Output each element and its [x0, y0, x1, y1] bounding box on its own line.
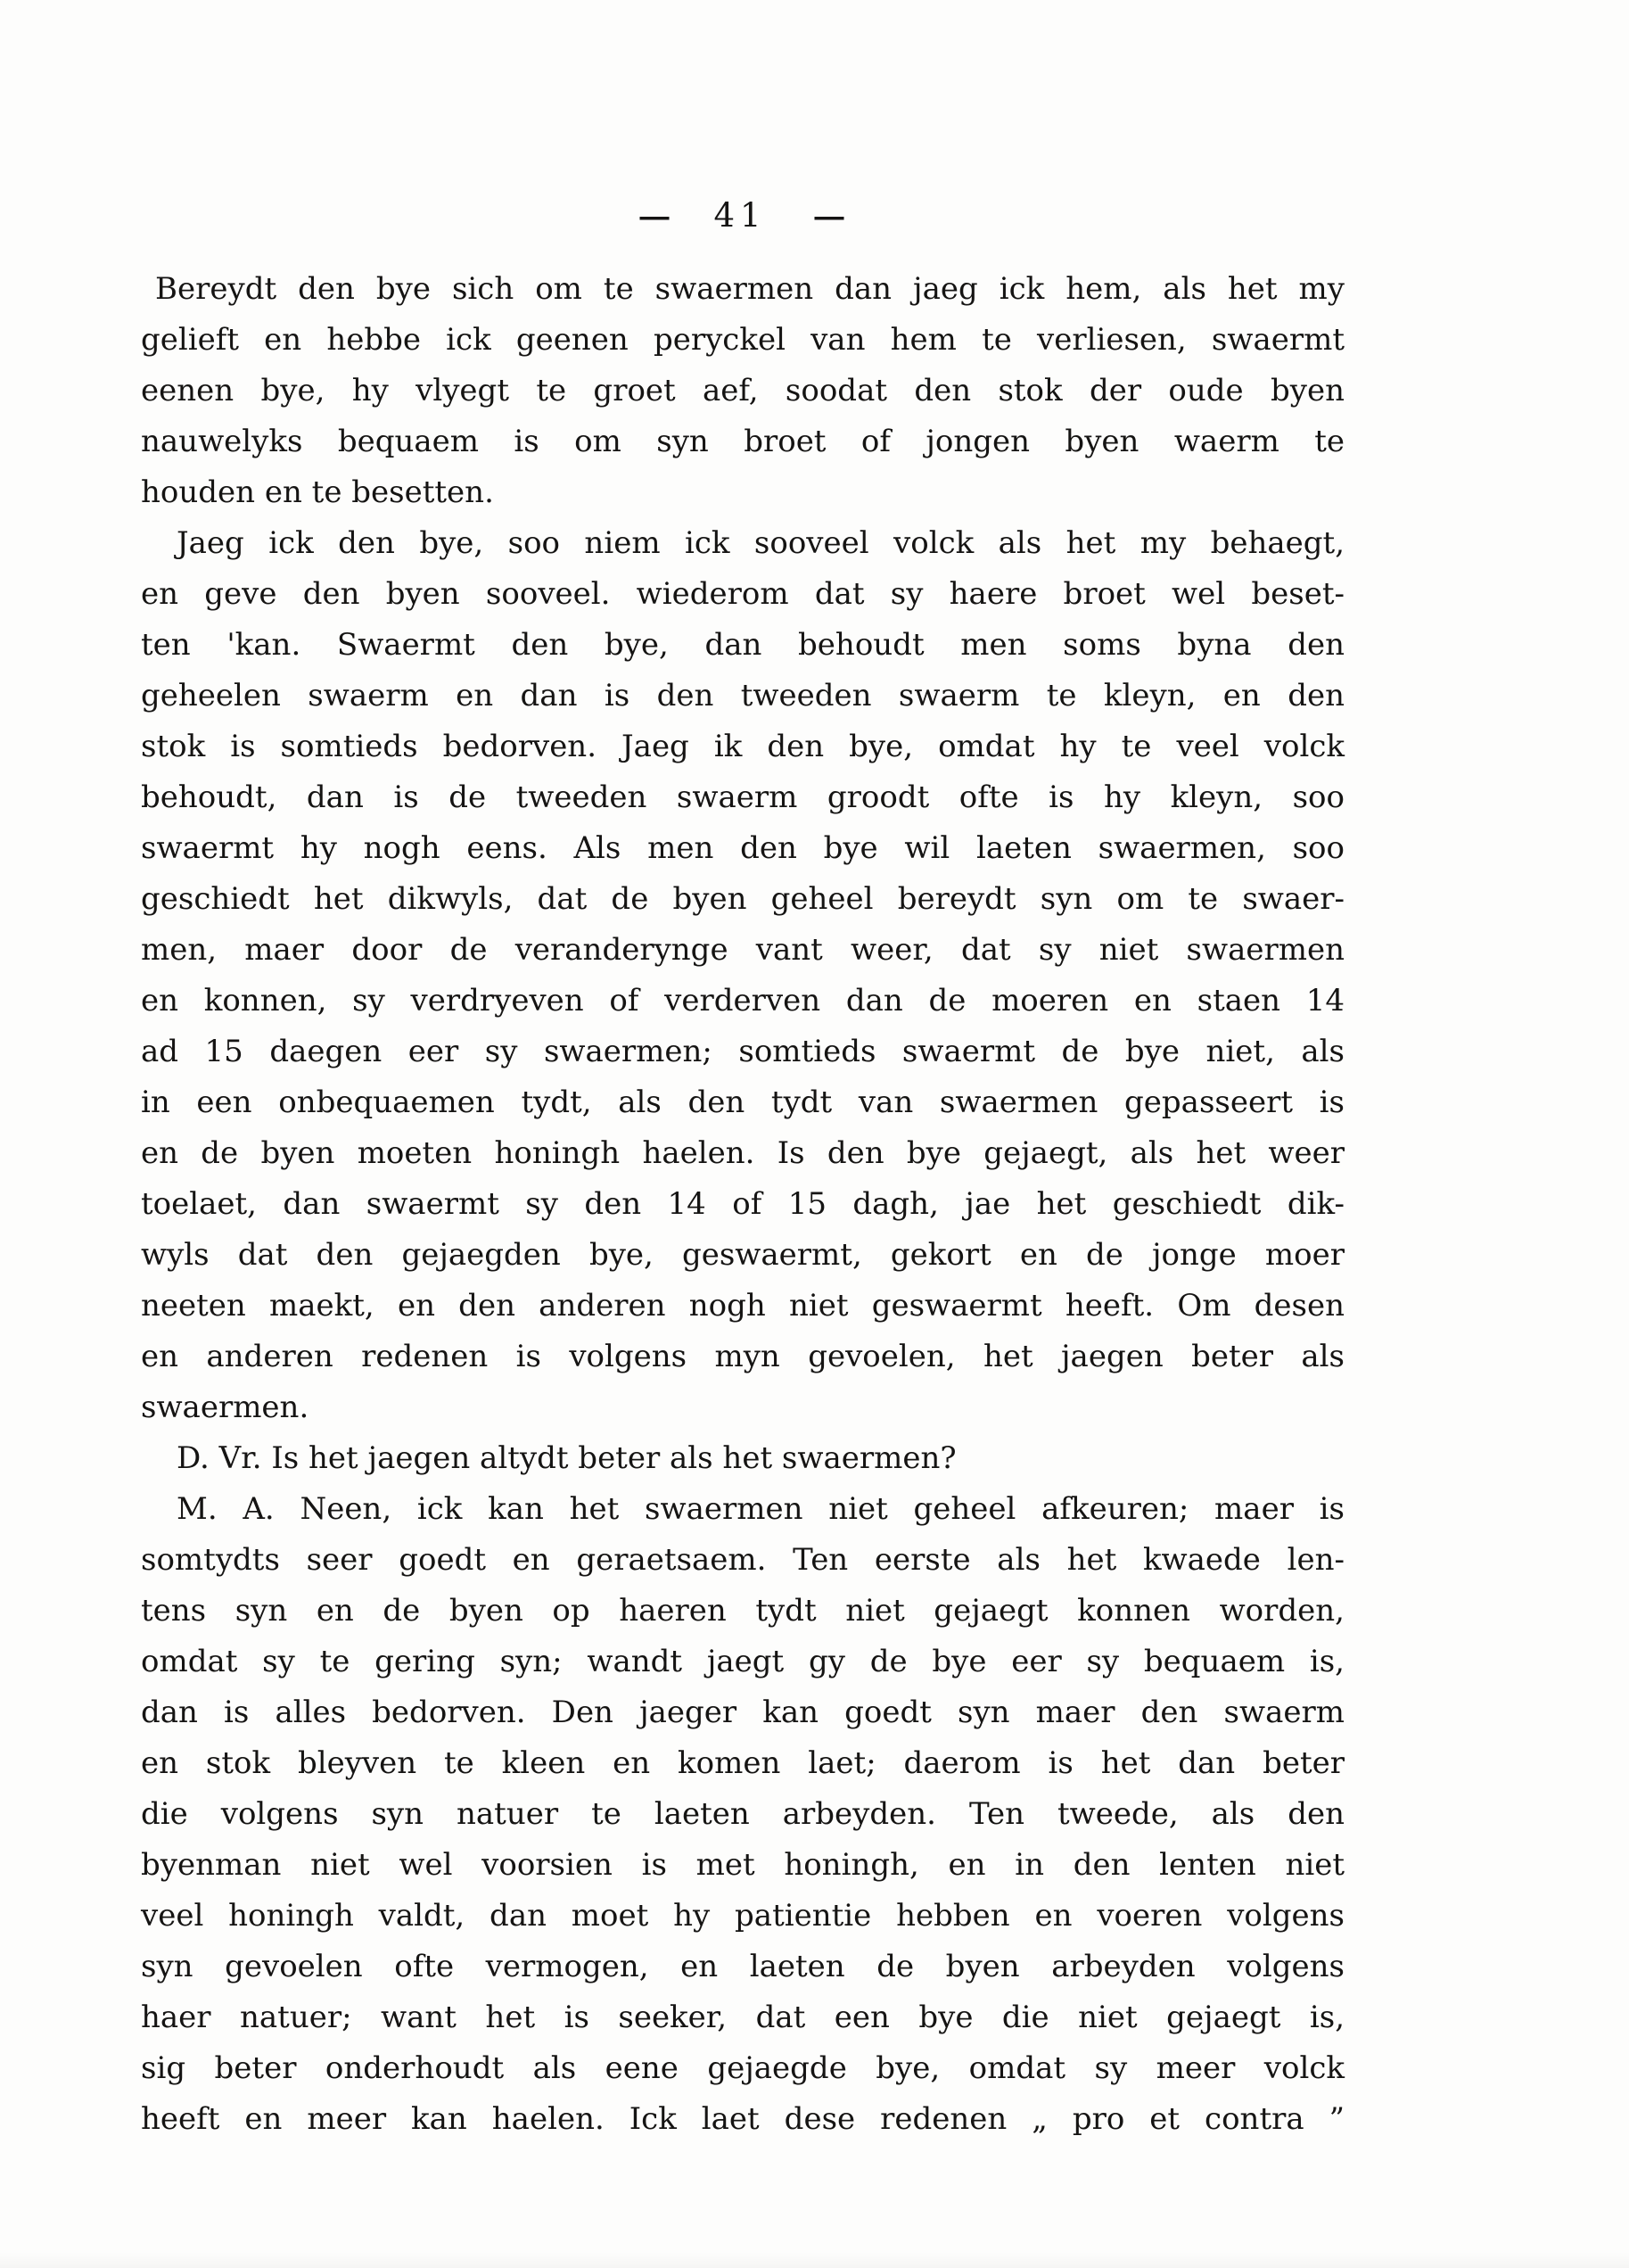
- header-right-dash: —: [812, 200, 843, 232]
- text-line: gelieft en hebbe ick geenen peryckel van hem te verliesen, swaermt: [141, 322, 1345, 358]
- text-line: wyls dat den gejaegden bye, geswaermt, gekort en de jonge moer: [141, 1237, 1345, 1273]
- text-line: behoudt, dan is de tweeden swaerm groodt ofte is hy kleyn, soo: [141, 779, 1345, 815]
- text-line: byenman niet wel voorsien is met honingh, en in den lenten niet: [141, 1847, 1345, 1883]
- header-left-dash: —: [638, 200, 668, 232]
- text-line: en konnen, sy verdryeven of verderven dan de moeren en staen 14: [141, 983, 1345, 1019]
- text-line: heeft en meer kan haelen. Ick laet dese redenen „ pro et contra ”: [141, 2101, 1345, 2137]
- text-line: nauwelyks bequaem is om syn broet of jongen byen waerm te: [141, 424, 1345, 459]
- text-line: en stok bleyven te kleen en komen laet; daerom is het dan beter: [141, 1745, 1345, 1781]
- text-line: eenen bye, hy vlyegt te groet aef, soodat den stok der oude byen: [141, 373, 1345, 408]
- text-line: sig beter onderhoudt als eene gejaegde bye, omdat sy meer volck: [141, 2050, 1345, 2086]
- text-line: toelaet, dan swaermt sy den 14 of 15 dagh, jae het geschiedt dik-: [141, 1186, 1345, 1222]
- text-line: swaermen.: [141, 1390, 309, 1425]
- text-line: en de byen moeten honingh haelen. Is den bye gejaegt, als het weer: [141, 1135, 1345, 1171]
- page-number: 41: [713, 196, 767, 235]
- text-line: geschiedt het dikwyls, dat de byen geheel bereydt syn om te swaer-: [141, 881, 1345, 917]
- text-line: men, maer door de veranderynge vant weer, dat sy niet swaermen: [141, 932, 1345, 968]
- text-block: [141, 264, 1345, 2145]
- text-line: Bereydt den bye sich om te swaermen dan jaeg ick hem, als het my: [155, 271, 1345, 307]
- text-line: haer natuer; want het is seeker, dat een bye die niet gejaegt is,: [141, 2000, 1345, 2035]
- text-line: M. A. Neen, ick kan het swaermen niet geheel afkeuren; maer is: [177, 1491, 1345, 1527]
- text-line: tens syn en de byen op haeren tydt niet gejaegt konnen worden,: [141, 1593, 1345, 1629]
- text-line: Jaeg ick den bye, soo niem ick sooveel volck als het my behaegt,: [177, 525, 1345, 561]
- text-line: syn gevoelen ofte vermogen, en laeten de byen arbeyden volgens: [141, 1949, 1345, 1984]
- text-line: omdat sy te gering syn; wandt jaegt gy de bye eer sy bequaem is,: [141, 1644, 1345, 1679]
- page-header: [134, 189, 1346, 243]
- text-line: die volgens syn natuer te laeten arbeyden. Ten tweede, als den: [141, 1796, 1345, 1832]
- text-line: in een onbequaemen tydt, als den tydt van swaermen gepasseert is: [141, 1085, 1345, 1120]
- text-line: dan is alles bedorven. Den jaeger kan goedt syn maer den swaerm: [141, 1695, 1345, 1730]
- text-line: neeten maekt, en den anderen nogh niet geswaermt heeft. Om desen: [141, 1288, 1345, 1324]
- text-line: swaermt hy nogh eens. Als men den bye wil laeten swaermen, soo: [141, 830, 1345, 866]
- text-line: veel honingh valdt, dan moet hy patientie hebben en voeren volgens: [141, 1898, 1345, 1934]
- text-line: geheelen swaerm en dan is den tweeden swaerm te kleyn, en den: [141, 678, 1345, 713]
- text-line: houden en te besetten.: [141, 474, 494, 510]
- text-line: en anderen redenen is volgens myn gevoelen, het jaegen beter als: [141, 1339, 1345, 1374]
- text-line: somtydts seer goedt en geraetsaem. Ten eerste als het kwaede len-: [141, 1542, 1345, 1578]
- text-line: D. Vr. Is het jaegen altydt beter als het swaermen?: [177, 1440, 957, 1476]
- text-line: ten 'kan. Swaermt den bye, dan behoudt men soms byna den: [141, 627, 1345, 663]
- text-line: ad 15 daegen eer sy swaermen; somtieds swaermt de bye niet, als: [141, 1034, 1345, 1069]
- text-line: stok is somtieds bedorven. Jaeg ik den bye, omdat hy te veel volck: [141, 729, 1345, 764]
- text-line: en geve den byen sooveel. wiederom dat sy haere broet wel beset-: [141, 576, 1345, 612]
